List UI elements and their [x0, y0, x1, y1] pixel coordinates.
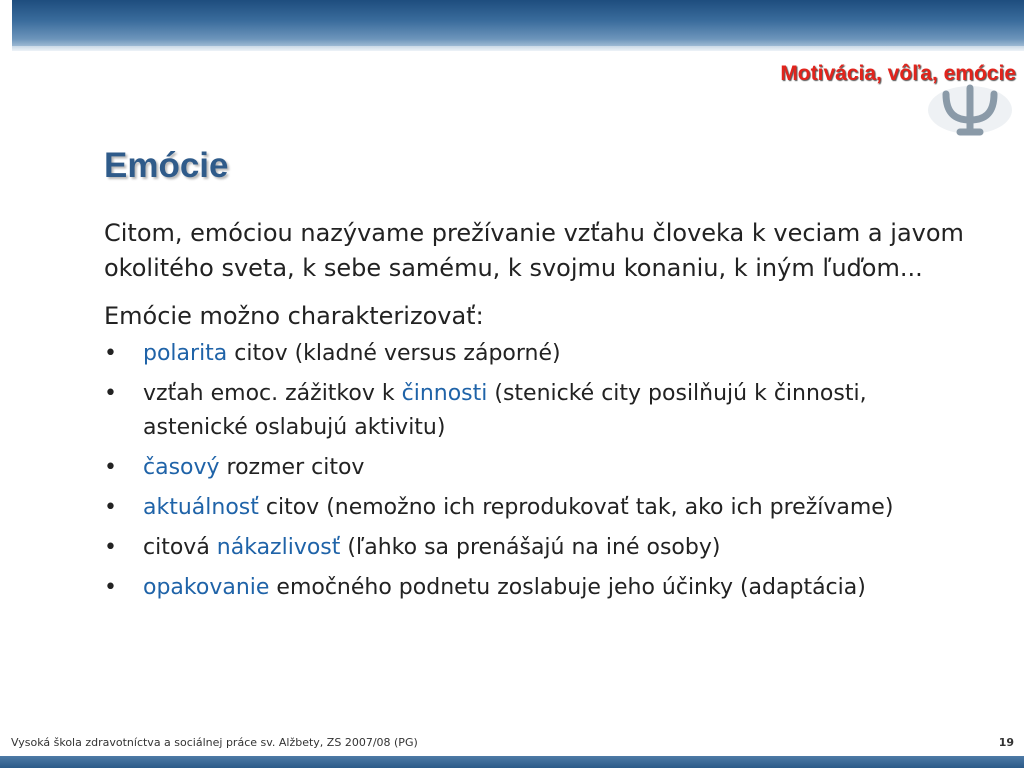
bullet-text-before: vzťah emoc. zážitkov k: [143, 381, 402, 406]
bullet-icon: •: [104, 381, 117, 406]
bullet-term: činnosti: [401, 381, 488, 406]
lead-sentence: Emócie možno charakterizovať:: [104, 302, 484, 330]
bottom-decorative-band: [0, 756, 1024, 768]
slide-body: [104, 216, 984, 611]
psi-icon: [922, 80, 1014, 140]
intro-paragraph: Citom, emóciou nazývame prežívanie vzťahu človeka k veciam a javom okolitého sveta, k sebe samému, k svojmu konaniu, k iným ľuďom...: [104, 219, 964, 282]
top-decorative-band: [12, 0, 1024, 46]
bullet-text-after: rozmer citov: [219, 455, 365, 480]
bullet-text-after: (stenické city posilňujú k činnosti, astenické oslabujú aktivitu): [143, 381, 867, 440]
header-title: Motivácia, vôľa, emócie: [780, 62, 1016, 85]
bullet-icon: •: [104, 575, 117, 600]
bullet-term: opakovanie: [143, 575, 270, 600]
bullet-term: polarita: [143, 341, 228, 366]
footer-text: Vysoká škola zdravotníctva a sociálnej práce sv. Alžbety, ZS 2007/08 (PG): [11, 736, 418, 749]
bullet-icon: •: [104, 341, 117, 366]
bullet-item: [104, 491, 973, 525]
bullet-icon: •: [104, 495, 117, 520]
page-number: 19: [998, 736, 1014, 749]
bullet-list: [104, 337, 984, 605]
bullet-item: [104, 337, 973, 371]
bullet-item: [104, 531, 973, 565]
bullet-icon: •: [104, 535, 117, 560]
bullet-text-before: citová: [143, 535, 217, 560]
slide-title: Emócie: [104, 146, 229, 185]
bullet-term: aktuálnosť: [143, 495, 259, 520]
bullet-item: [104, 377, 973, 445]
bullet-item: [104, 451, 973, 485]
bullet-item: [104, 571, 973, 605]
bullet-icon: •: [104, 455, 117, 480]
top-divider: [12, 46, 1024, 51]
bullet-text-after: citov (kladné versus záporné): [227, 341, 561, 366]
bullet-term: nákazlivosť: [216, 535, 341, 560]
bullet-text-after: citov (nemožno ich reprodukovať tak, ako ich prežívame): [258, 495, 894, 520]
bullet-text-after: (ľahko sa prenášajú na iné osoby): [340, 535, 721, 560]
bullet-term: časový: [143, 455, 220, 480]
bullet-text-after: emočného podnetu zoslabuje jeho účinky (adaptácia): [269, 575, 866, 600]
